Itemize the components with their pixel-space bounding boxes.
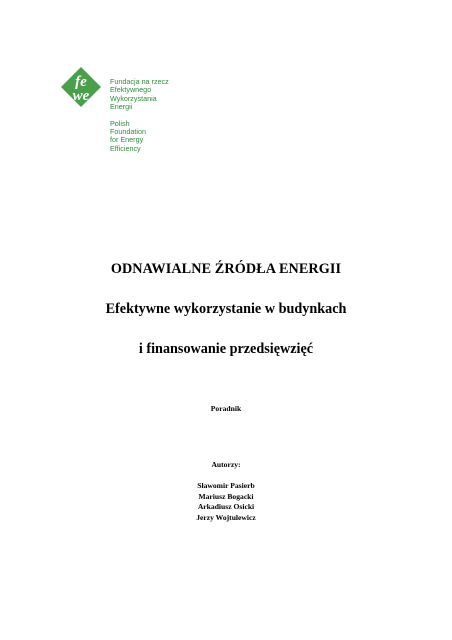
author-name: Jerzy Wojtulewicz bbox=[196, 512, 256, 522]
org-name-en-line: Foundation bbox=[110, 127, 146, 137]
svg-text:fe: fe bbox=[75, 74, 87, 90]
document-type: Poradnik bbox=[210, 404, 242, 413]
svg-text:we: we bbox=[72, 88, 90, 104]
org-name-pl-line: Energii bbox=[110, 102, 133, 112]
org-name-en-line: Polish bbox=[110, 118, 130, 128]
org-name-en-line: for Energy bbox=[110, 135, 144, 145]
author-name: Sławomir Pasierb bbox=[197, 481, 255, 490]
org-name-en-line: Efficiency bbox=[110, 143, 141, 153]
fewe-logo bbox=[60, 66, 102, 108]
org-name-pl-line: Fundacja na rzecz bbox=[110, 77, 169, 86]
document-subtitle-line-2: i finansowanie przedsięwzięć bbox=[138, 341, 314, 357]
document-subtitle-line-1: Efektywne wykorzystanie w budynkach bbox=[105, 301, 347, 317]
author-name: Mariusz Bogacki bbox=[198, 491, 254, 501]
org-name-pl-line: Wykorzystania bbox=[110, 93, 157, 103]
org-name-pl-line: Efektywnego bbox=[110, 85, 152, 95]
authors-list bbox=[0, 481, 452, 523]
fewe-logo-icon bbox=[60, 66, 102, 108]
organization-name bbox=[110, 78, 169, 153]
author-name: Arkadiusz Osicki bbox=[197, 502, 255, 511]
document-title: ODNAWIALNE ŹRÓDŁA ENERGII bbox=[110, 261, 342, 277]
authors-label: Autorzy: bbox=[211, 460, 241, 469]
